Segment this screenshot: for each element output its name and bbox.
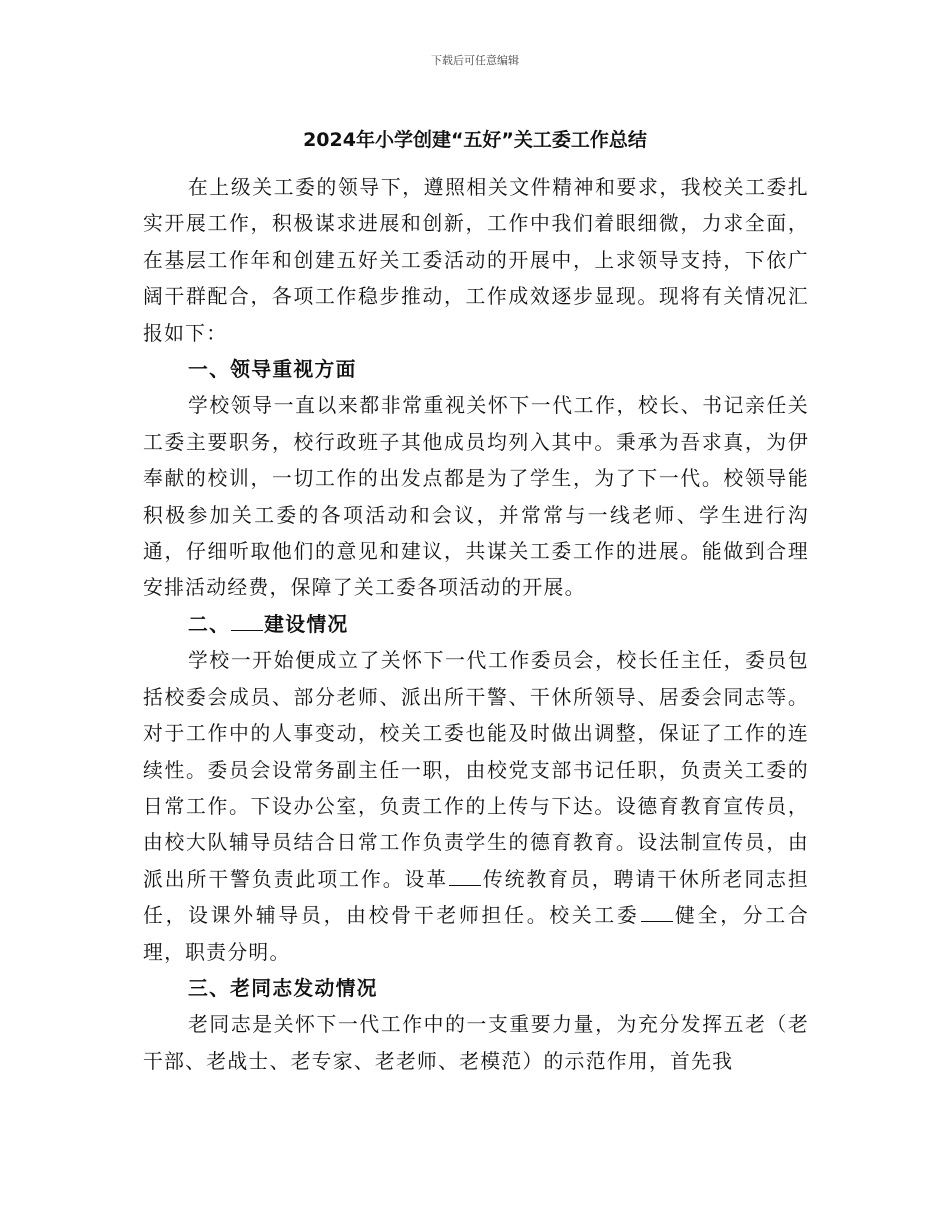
section-2-body-part-3: 健全，分工合理，职责分明。 bbox=[143, 904, 809, 964]
section-2-body bbox=[143, 643, 809, 971]
fill-in-blank bbox=[641, 905, 673, 922]
section-2-heading bbox=[143, 607, 809, 643]
section-2-body-part-2: 传统教育员，聘请干休所老同志担任，设课外辅导员，由校骨干老师担任。校关工委 bbox=[143, 867, 809, 928]
section-3-body: 老同志是关怀下一代工作中的一支重要力量，为充分发挥五老（老干部、老战士、老专家、老老师、老模范）的示范作用，首先我 bbox=[143, 1013, 809, 1073]
section-2-heading-prefix: 二、 bbox=[188, 612, 231, 636]
fill-in-blank bbox=[449, 869, 481, 886]
page-header-note: 下载后可任意编辑 bbox=[431, 54, 519, 67]
document-body bbox=[143, 170, 809, 1080]
section-1-body: 学校领导一直以来都非常重视关怀下一代工作，校长、书记亲任关工委主要职务，校行政班子其他成员均列入其中。秉承为吾求真，为伊奉献的校训，一切工作的出发点都是为了学生，为了下一代。校领导能积极参加关工委的各项活动和会议，并常常与一线老师、学生进行沟通，仔细听取他们的意见和建议，共谋关工委工作的进展。能做到合理安排活动经费，保障了关工委各项活动的开展。 bbox=[143, 394, 809, 600]
section-3-heading: 三、老同志发动情况 bbox=[188, 976, 378, 1000]
section-2-body-part-1: 学校一开始便成立了关怀下一代工作委员会，校长任主任，委员包括校委会成员、部分老师、派出所干警、干休所领导、居委会同志等。对于工作中的人事变动，校关工委也能及时做出调整，保证了工作的连续性。委员会设常务副主任一职，由校党支部书记任职，负责关工委的日常工作。下设办公室，负责工作的上传与下达。设德育教育宣传员，由校大队辅导员结合日常工作负责学生的德育教育。设法制宣传员，由派出所干警负责此项工作。设革 bbox=[143, 649, 809, 891]
document-title: 2024年小学创建“五好”关工委工作总结 bbox=[303, 129, 647, 151]
fill-in-blank bbox=[231, 614, 263, 631]
section-1-heading: 一、领导重视方面 bbox=[188, 358, 357, 382]
section-2-heading-suffix: 建设情况 bbox=[264, 612, 349, 636]
intro-paragraph: 在上级关工委的领导下，遵照相关文件精神和要求，我校关工委扎实开展工作，积极谋求进展和创新，工作中我们着眼细微，力求全面，在基层工作年和创建五好关工委活动的开展中，上求领导支持，下依广阔干群配合，各项工作稳步推动，工作成效逐步显现。现将有关情况汇报如下： bbox=[143, 176, 809, 345]
